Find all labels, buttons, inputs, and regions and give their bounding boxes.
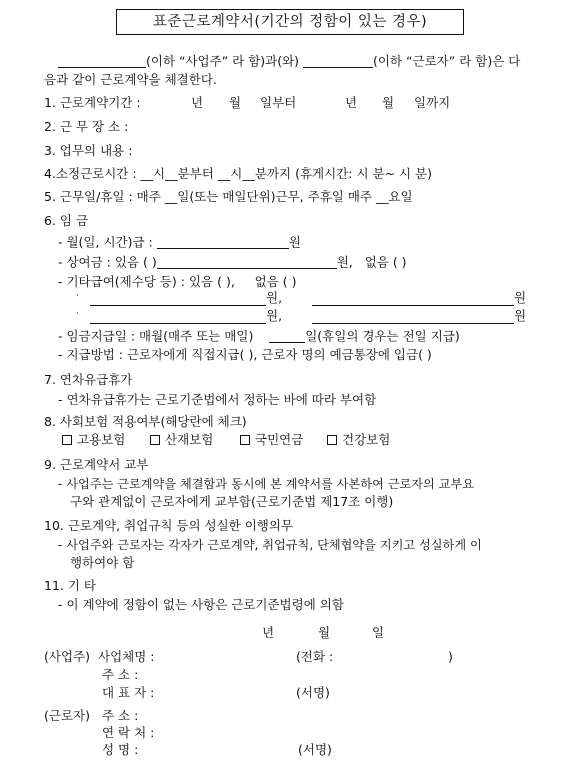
- insurance-health-label: 건강보험: [342, 432, 391, 447]
- insurance-pension[interactable]: [240, 434, 303, 447]
- bonus-label: - 상여금 : 있음 ( ): [58, 254, 157, 270]
- other-pay-won-a: 원,: [266, 290, 283, 305]
- wage-line: [58, 236, 301, 249]
- checkbox-employment[interactable]: [62, 435, 72, 445]
- insurance-health[interactable]: [327, 434, 390, 447]
- item-8-label: 8. 사회보험 적용여부(해당란에 체크): [44, 414, 247, 429]
- employer-company-label: 사업체명 :: [98, 649, 155, 664]
- dot-marker-b: ·: [76, 309, 79, 319]
- payday-blank[interactable]: [269, 330, 305, 343]
- worker-signature[interactable]: (서명): [298, 742, 332, 757]
- other-pay-won-c: 원,: [266, 308, 283, 323]
- item-9-desc-1: - 사업주는 근로계약을 체결함과 동시에 본 계약서를 사본하여 근로자의 교부요: [58, 477, 475, 491]
- insurance-industrial-label: 산재보험: [165, 432, 214, 447]
- worker-name-label: 성 명 :: [102, 742, 139, 757]
- checkbox-health[interactable]: [327, 435, 337, 445]
- bonus-line: [58, 256, 407, 269]
- insurance-employment-label: 고용보험: [77, 432, 126, 447]
- insurance-industrial[interactable]: [150, 434, 213, 447]
- other-pay-line: [58, 276, 297, 289]
- worker-address-label: 주 소 :: [102, 708, 139, 723]
- item-9-desc-2: 구와 관계없이 근로자에게 교부함(근로기준법 제17조 이행): [70, 494, 394, 509]
- dot-marker-a: ·: [76, 291, 79, 301]
- sign-date-day: 일: [372, 625, 385, 640]
- item-11-desc: - 이 계약에 정함이 없는 사항은 근로기준법령에 의함: [58, 597, 344, 612]
- item-11-label: 11. 기 타: [44, 578, 96, 593]
- employer-blank[interactable]: [58, 55, 146, 68]
- document-title-box: [116, 9, 464, 35]
- item-1-year1: 년: [191, 95, 204, 110]
- employer-signature[interactable]: (서명): [296, 685, 330, 700]
- bonus-unit: 원,: [336, 254, 353, 270]
- item-1-day2: 일까지: [414, 95, 451, 110]
- payday-label: - 임금지급일 : 매월(매주 또는 매일): [58, 328, 254, 344]
- checkbox-industrial[interactable]: [150, 435, 160, 445]
- other-pay-blank-b[interactable]: [312, 305, 514, 306]
- item-6-label: 6. 임 금: [44, 213, 89, 228]
- intro-employer-text: (이하 “사업주” 라 함)과(와): [146, 53, 300, 69]
- item-2-label: 2. 근 무 장 소 :: [44, 119, 129, 134]
- wage-label: - 월(일, 시간)급 :: [58, 234, 153, 250]
- item-1-year2: 년: [345, 95, 358, 110]
- employer-rep-label: 대 표 자 :: [102, 685, 155, 700]
- worker-tag: (근로자): [44, 708, 90, 723]
- item-9-label: 9. 근로계약서 교부: [44, 457, 149, 472]
- item-7-desc: - 연차유급휴가는 근로기준법에서 정하는 바에 따라 부여함: [58, 392, 377, 407]
- insurance-pension-label: 국민연금: [255, 432, 304, 447]
- item-4-label: 4.소정근로시간 : __시__분부터 __시__분까지 (휴게시간: 시 분~ 시 분): [44, 166, 433, 181]
- item-7-label: 7. 연차유급휴가: [44, 372, 133, 387]
- other-pay-label: - 기타급여(제수당 등) : 있음 ( ),: [58, 274, 235, 289]
- employer-phone-label: (전화 :: [296, 649, 334, 664]
- other-pay-blank-c[interactable]: [90, 323, 266, 324]
- item-1-month2: 월: [382, 95, 395, 110]
- payday-line: [58, 330, 460, 343]
- sign-date-year: 년: [262, 625, 275, 640]
- item-1-month1: 월: [229, 95, 242, 110]
- employer-tag: (사업주): [44, 649, 90, 664]
- pay-method: - 지급방법 : 근로자에게 직접지급( ), 근로자 명의 예금통장에 입금( ): [58, 347, 432, 362]
- intro-line-1: [58, 55, 520, 68]
- insurance-employment[interactable]: [62, 434, 125, 447]
- bonus-blank[interactable]: [157, 256, 337, 269]
- checkbox-pension[interactable]: [240, 435, 250, 445]
- document-title: 표준근로계약서(기간의 정함이 있는 경우): [152, 13, 428, 30]
- payday-rest: 일(휴일의 경우는 전일 지급): [305, 328, 460, 344]
- item-10-desc-1: - 사업주와 근로자는 각자가 근로계약, 취업규칙, 단체협약을 지키고 성실하게 이: [58, 538, 482, 552]
- item-10-desc-2: 행하여야 함: [70, 555, 135, 570]
- wage-blank[interactable]: [157, 236, 289, 249]
- item-3-label: 3. 업무의 내용 :: [44, 143, 133, 158]
- intro-worker-text: (이하 “근로자” 라 함)은 다: [373, 53, 521, 69]
- item-10-label: 10. 근로계약, 취업규칙 등의 성실한 이행의무: [44, 518, 293, 533]
- employer-phone-close: ): [448, 649, 453, 664]
- other-pay-blank-a[interactable]: [90, 305, 266, 306]
- other-pay-none: 없음 ( ): [254, 274, 297, 289]
- other-pay-won-b: 원: [514, 290, 527, 305]
- bonus-none: 없음 ( ): [364, 254, 407, 270]
- sign-date-month: 월: [318, 625, 331, 640]
- worker-contact-label: 연 락 처 :: [102, 725, 155, 740]
- other-pay-blank-d[interactable]: [312, 323, 514, 324]
- item-1-day1: 일부터: [260, 95, 297, 110]
- other-pay-won-d: 원: [514, 308, 527, 323]
- worker-blank[interactable]: [303, 55, 373, 68]
- item-1-label: 1. 근로계약기간 :: [44, 95, 141, 110]
- item-5-label: 5. 근무일/휴일 : 매주 __일(또는 매일단위)근무, 주휴일 매주 __요일: [44, 189, 413, 204]
- wage-unit: 원: [288, 234, 301, 250]
- employer-address-label: 주 소 :: [102, 667, 139, 682]
- intro-line-2: 음과 같이 근로계약을 체결한다.: [44, 72, 217, 87]
